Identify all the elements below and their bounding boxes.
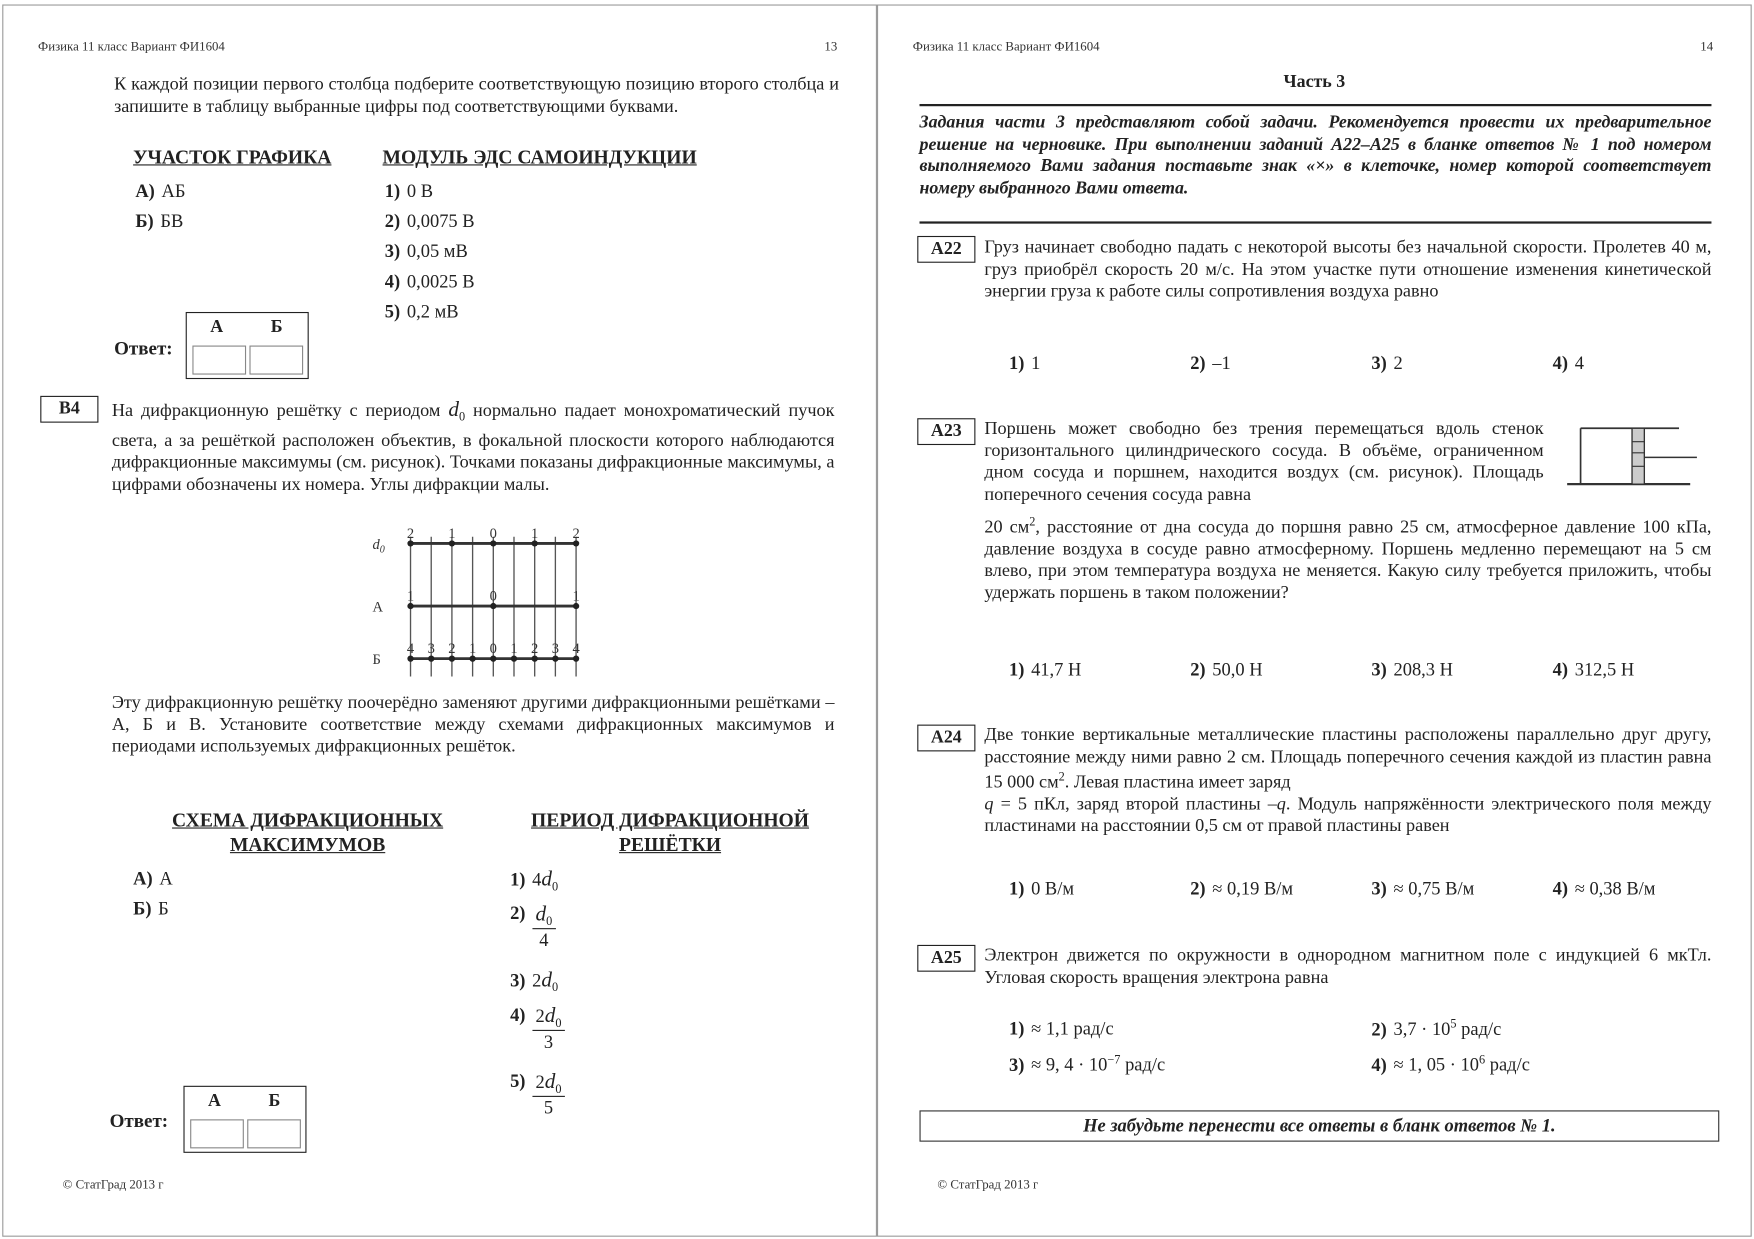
column-heading-section: УЧАСТОК ГРАФИКА bbox=[133, 145, 332, 168]
page-header: Физика 11 класс Вариант ФИ1604 bbox=[912, 40, 1100, 54]
b4-question-text: На дифракционную решётку с периодом $d_0$ нормально падает монохроматический пучок света, а за решёткой расположен объектив, в фокальной плоскости которого наблюдаются дифракционные максимумы (см. рисунок). Точками показаны дифракционные максимумы, а цифрами обозначены их номера. Углы дифракции малы. bbox=[111, 398, 835, 494]
answer-option: 2) $3,7 \cdot 10^5$ рад/с bbox=[1371, 1017, 1502, 1040]
column-heading-emf: МОДУЛЬ ЭДС САМОИНДУКЦИИ bbox=[382, 145, 697, 168]
answer-table bbox=[183, 1086, 306, 1153]
answer-label: Ответ: bbox=[114, 337, 173, 359]
task-number-a25: А25 bbox=[917, 945, 975, 972]
page-header: Физика 11 класс Вариант ФИ1604 bbox=[38, 40, 225, 54]
part-title: Часть 3 bbox=[1283, 72, 1346, 92]
answer-cell-b[interactable] bbox=[247, 1119, 301, 1148]
page-footer: © СтатГрад 2013 г bbox=[937, 1178, 1039, 1193]
answer-column-a: А bbox=[208, 1091, 221, 1111]
maximum-order-label: 3 bbox=[427, 641, 435, 658]
list-item: А) А bbox=[133, 867, 173, 889]
list-item: А) АБ bbox=[135, 180, 186, 202]
answer-option: 4) 4 bbox=[1552, 352, 1584, 374]
answer-option: 4) ≈ 0,38 В/м bbox=[1552, 877, 1656, 900]
list-item: 4) 0,0025 В bbox=[384, 270, 475, 292]
answer-option: 4) 312,5 Н bbox=[1552, 658, 1635, 680]
divider bbox=[919, 221, 1711, 223]
list-item: Б) БВ bbox=[135, 210, 184, 232]
a24-question-text: Две тонкие вертикальные металлические пластины расположены параллельно друг другу, расстояние между ними равно 2 см. Площадь поперечного сечения каждой из пластин равна 15 000 $см^2$. Левая пластина имеет заряд q = 5 пКл, заряд второй пластины –q. Модуль напряжённости электрического поля между пластинами на расстоянии 0,5 см от правой пластины равен bbox=[984, 723, 1712, 836]
task-number-a24: А24 bbox=[917, 725, 975, 752]
maximum-order-label: 0 bbox=[489, 525, 497, 542]
list-item: 1) $4d_0$ bbox=[510, 867, 559, 894]
answer-table bbox=[186, 312, 309, 379]
maximum-order-label: 1 bbox=[572, 588, 580, 605]
row-label: Б bbox=[372, 652, 381, 669]
list-item: 2) 0,0075 В bbox=[384, 210, 475, 232]
maximum-order-label: 2 bbox=[531, 641, 539, 658]
answer-option: 3) ≈ 9, $4 \cdot 10^{-7}$ рад/с bbox=[1008, 1053, 1166, 1076]
answer-option: 2) –1 bbox=[1190, 352, 1231, 374]
task-intro: К каждой позиции первого столбца подберите соответствующую позицию второго столбца и запишите в таблицу выбранные цифры под соответствующими буквами. bbox=[114, 72, 839, 116]
diffraction-diagram bbox=[350, 514, 607, 682]
answer-option: 3) 208,3 Н bbox=[1371, 658, 1453, 680]
right-page bbox=[877, 4, 1752, 1236]
answer-column-a: А bbox=[210, 317, 224, 337]
list-item: 3) 0,05 мВ bbox=[384, 240, 468, 262]
maximum-order-label: 1 bbox=[468, 641, 477, 658]
answer-option: 4) ≈ 1, $05 \cdot 10^6$ рад/с bbox=[1371, 1053, 1530, 1076]
list-item: 3) $2d_0$ bbox=[510, 968, 559, 995]
maximum-order-label: 2 bbox=[448, 641, 456, 658]
maximum-order-label: 0 bbox=[489, 588, 497, 605]
row-label: $d_0$ bbox=[372, 537, 385, 556]
column-heading-scheme: СХЕМА ДИФРАКЦИОННЫХ МАКСИМУМОВ bbox=[172, 808, 444, 856]
list-item: Б) Б bbox=[133, 897, 169, 920]
a22-question-text: Груз начинает свободно падать с некоторой высоты без начальной скорости. Пролетев 40 м, груз приобрёл скорость 20 м/с. На этом участке пути отношение изменения кинетической энергии груза к работе силы сопротивления воздуха равно bbox=[984, 235, 1712, 301]
list-item: 1) 0 В bbox=[384, 180, 434, 202]
answer-cell-a[interactable] bbox=[192, 346, 246, 375]
maximum-order-label: 0 bbox=[489, 641, 497, 658]
maximum-order-label: 3 bbox=[551, 641, 560, 658]
a23-question-text: Поршень может свободно без трения перемещаться вдоль стенок горизонтального цилиндрического сосуда. В объёме, ограниченном дном сосуда и поршнем, находится воздух (см. рисунок). Площадь поперечного сечения сосуда равна bbox=[984, 417, 1544, 504]
answer-option: 1) 41,7 Н bbox=[1008, 658, 1082, 680]
maximum-order-label: 1 bbox=[531, 525, 539, 542]
page-footer: © СтатГрад 2013 г bbox=[62, 1178, 164, 1193]
page-number: 14 bbox=[1700, 40, 1714, 54]
list-item: 4) $\frac{2d_0}{3}$ bbox=[510, 1004, 565, 1054]
maximum-order-label: 2 bbox=[406, 525, 415, 542]
answer-option: 3) 2 bbox=[1371, 352, 1403, 374]
a23-question-text-2: 20 $см^2$, расстояние от дна сосуда до поршня равно 25 см, атмосферное давление 100 кПа, давление воздуха в сосуде равно атмосферному. Поршень медленно перемещают на 5 см влево, при этом температура воздуха не меняется. Какую силу требуется приложить, чтобы удержать поршень в таком положении? bbox=[984, 515, 1712, 603]
answer-label: Ответ: bbox=[109, 1110, 169, 1132]
answer-option: 1) ≈ 1,1 рад/с bbox=[1008, 1017, 1114, 1039]
answer-cell-b[interactable] bbox=[249, 346, 303, 375]
answer-option: 3) ≈ 0,75 В/м bbox=[1371, 877, 1475, 900]
maximum-order-label: 1 bbox=[448, 525, 456, 542]
answer-column-b: Б bbox=[270, 317, 283, 337]
answer-option: 1) 0 В/м bbox=[1008, 877, 1075, 900]
left-page bbox=[2, 4, 877, 1236]
b4-question-text-2: Эту дифракционную решётку поочерёдно заменяют другими дифракционными решётками – А, Б и В. Установите соответствие между схемами дифракционных максимумов и периодами используемых дифракционных решёток. bbox=[111, 691, 835, 756]
maximum-order-label: 4 bbox=[572, 641, 580, 658]
piston-cylinder-figure bbox=[1558, 419, 1698, 488]
list-item: 5) $\frac{2d_0}{5}$ bbox=[510, 1070, 565, 1120]
task-number-a22: А22 bbox=[917, 236, 975, 263]
answer-option: 2) ≈ 0,19 В/м bbox=[1190, 877, 1294, 900]
task-number-a23: А23 bbox=[917, 418, 975, 445]
task-number-b4: В4 bbox=[40, 396, 98, 423]
list-item: 5) 0,2 мВ bbox=[384, 300, 459, 323]
divider bbox=[919, 104, 1711, 106]
maximum-order-label: 4 bbox=[406, 641, 415, 658]
a25-question-text: Электрон движется по окружности в однородном магнитном поле с индукцией 6 мкТл. Угловая скорость вращения электрона равна bbox=[984, 943, 1712, 987]
answer-column-b: Б bbox=[268, 1091, 281, 1111]
answer-option: 2) 50,0 Н bbox=[1190, 658, 1263, 680]
maximum-order-label: 2 bbox=[572, 525, 580, 542]
maximum-order-label: 1 bbox=[406, 588, 415, 605]
maximum-order-label: 1 bbox=[510, 641, 518, 658]
column-heading-period: ПЕРИОД ДИФРАКЦИОННОЙ РЕШЁТКИ bbox=[531, 808, 810, 856]
reminder-box: Не забудьте перенести все ответы в бланк ответов № 1. bbox=[919, 1110, 1719, 1141]
page-number: 13 bbox=[824, 40, 838, 54]
answer-cell-a[interactable] bbox=[190, 1119, 244, 1148]
answer-option: 1) 1 bbox=[1008, 352, 1041, 374]
part-instructions: Задания части 3 представляют собой задачи. Рекомендуется провести их предварительное решение на черновике. При выполнении заданий А22–А25 в бланке ответов № 1 под номером выполняемого Вами задания поставьте знак «×» в клеточке, номер которой соответствует номеру выбранного Вами ответа. bbox=[919, 112, 1712, 198]
row-label: А bbox=[372, 599, 383, 616]
list-item: 2) $\frac{d_0}{4}$ bbox=[510, 902, 556, 952]
